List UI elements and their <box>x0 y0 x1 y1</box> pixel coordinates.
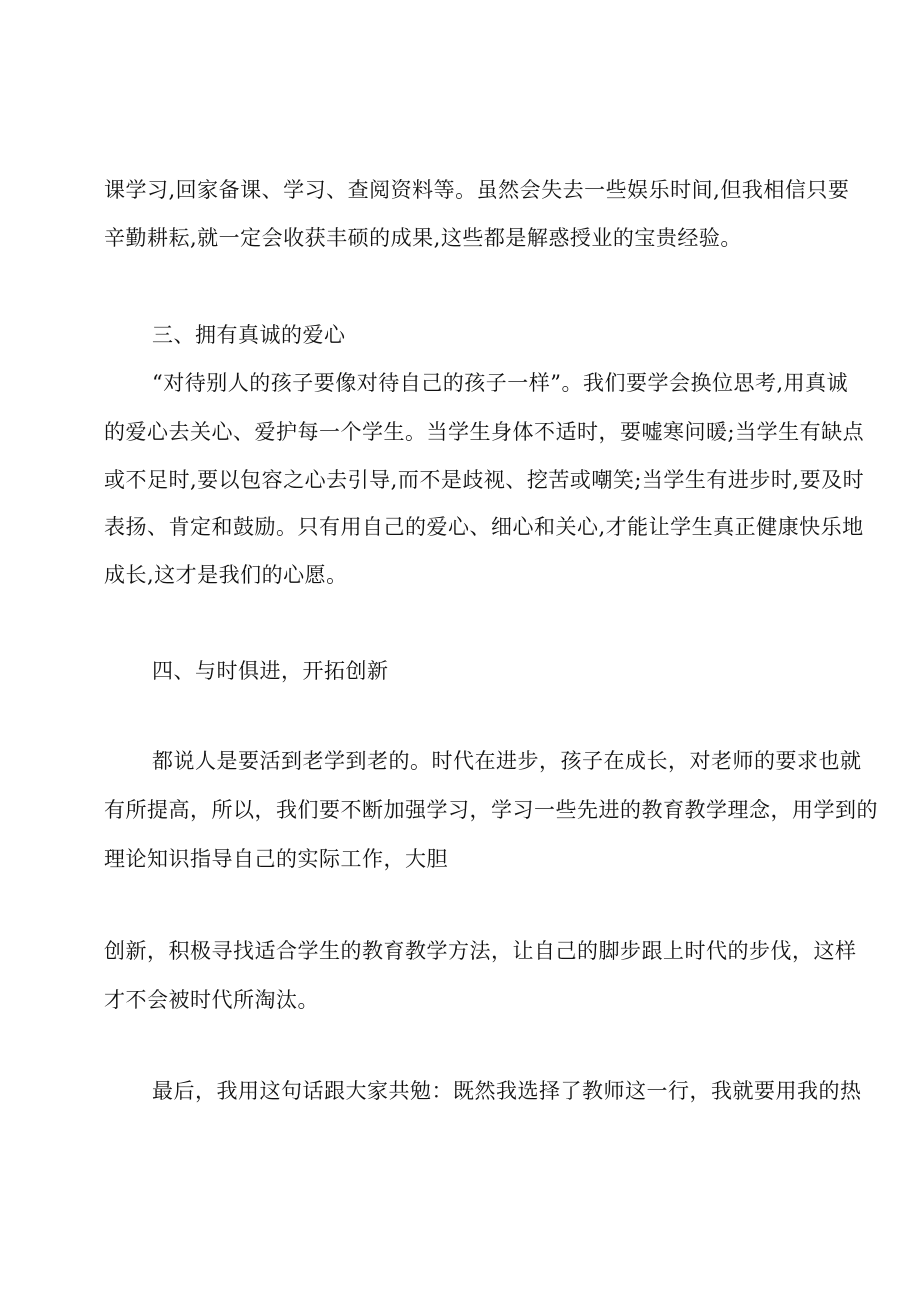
paragraph-line: 或不足时,要以包容之心去引导,而不是歧视、挖苦或嘲笑;当学生有进步时,要及时 <box>104 468 865 492</box>
paragraph-line: 才不会被时代所淘汰。 <box>104 988 319 1012</box>
paragraph-line: “对待别人的孩子要像对待自己的孩子一样”。我们要学会换位思考,用真诚 <box>152 371 849 395</box>
section-heading: 四、与时俱进，开拓创新 <box>152 659 389 683</box>
paragraph-line: 表扬、肯定和鼓励。只有用自己的爱心、细心和关心,才能让学生真正健康快乐地 <box>104 515 864 539</box>
section-heading: 三、拥有真诚的爱心 <box>152 323 346 347</box>
paragraph-line: 创新，积极寻找适合学生的教育教学方法，让自己的脚步跟上时代的步伐，这样 <box>104 939 857 963</box>
paragraph-line: 的爱心去关心、爱护每一个学生。当学生身体不适时，要嘘寒问暖;当学生有缺点 <box>104 420 865 444</box>
paragraph-line: 最后，我用这句话跟大家共勉：既然我选择了教师这一行，我就要用我的热 <box>152 1079 862 1103</box>
paragraph-line: 都说人是要活到老学到老的。时代在进步，孩子在成长，对老师的要求也就 <box>152 749 862 773</box>
paragraph-line: 辛勤耕耘,就一定会收获丰硕的成果,这些都是解惑授业的宝贵经验。 <box>104 226 742 250</box>
paragraph-line: 有所提高，所以，我们要不断加强学习，学习一些先进的教育教学理念，用学到的 <box>104 798 878 822</box>
paragraph-line: 课学习,回家备课、学习、查阅资料等。虽然会失去一些娱乐时间,但我相信只要 <box>104 178 850 202</box>
paragraph-line: 成长,这才是我们的心愿。 <box>104 563 348 587</box>
paragraph-line: 理论知识指导自己的实际工作，大胆 <box>104 847 448 871</box>
